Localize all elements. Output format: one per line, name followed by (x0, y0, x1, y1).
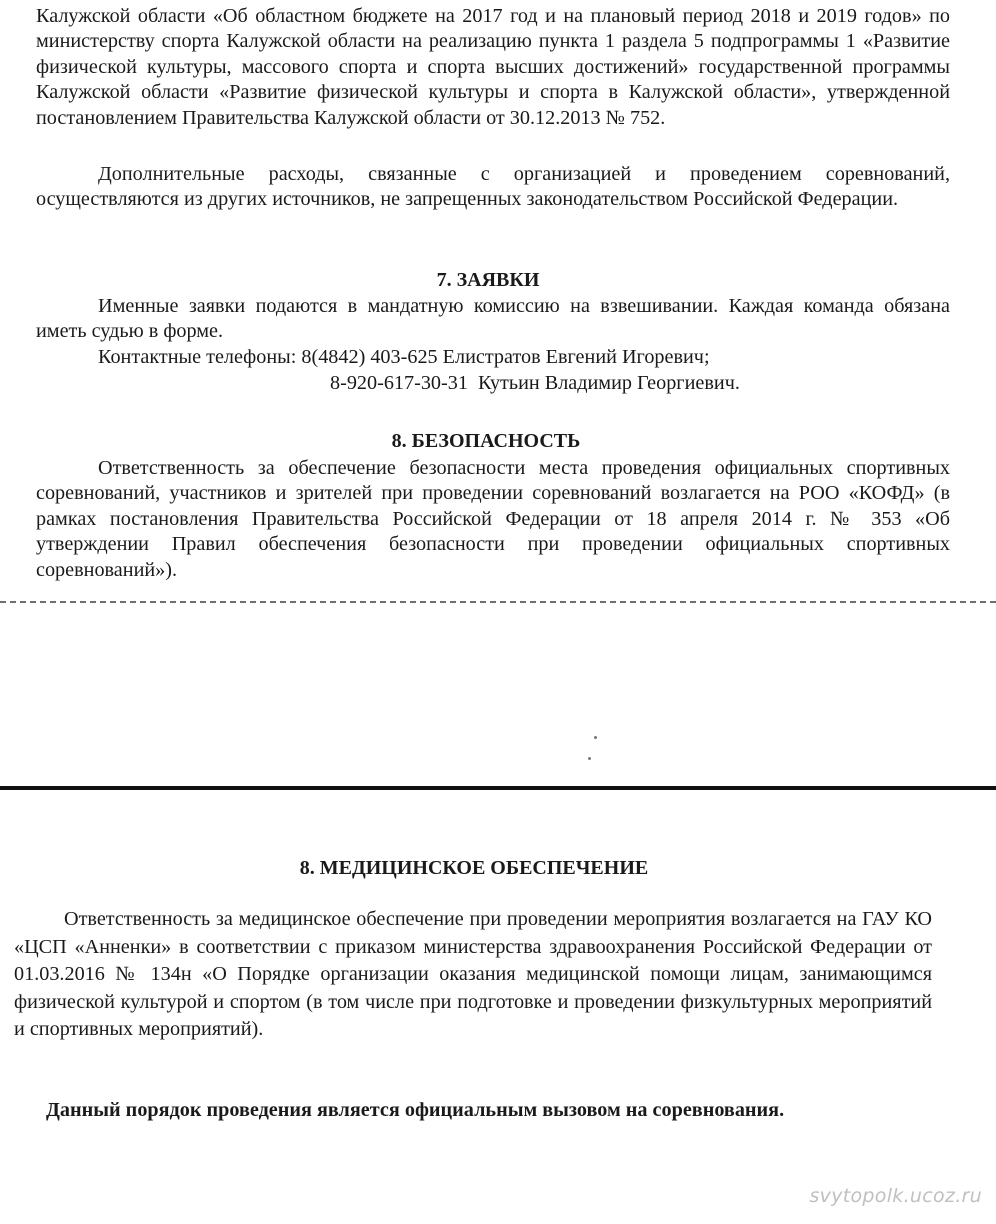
medical-text: Ответственность за медицинское обеспечение при проведении мероприятия возлагается на ГАУ КО «ЦСП «Анненки» в соответствии с приказом министерства здравоохранения Российской Федерации от 01.03.2016 № 134н «О Порядке организации оказания медицинской помощи лицам, занимающимся физической культурой и спортом (в том числе при подготовке и проведении физкультурных мероприятий и спортивных мероприятий). (14, 908, 932, 1041)
page-separator-line (0, 786, 996, 790)
safety-paragraph (36, 456, 950, 583)
section-7-heading: 7. ЗАЯВКИ (436, 269, 540, 291)
page-cut-dashed-divider (0, 601, 996, 603)
applications-paragraph (36, 294, 950, 345)
budget-paragraph (36, 4, 950, 131)
scan-speck (594, 736, 597, 739)
site-watermark: svytopolk.ucoz.ru (809, 1185, 982, 1207)
contact-phones-line-2: 8-920-617-30-31 Кутьин Владимир Георгиевич. (330, 372, 740, 394)
safety-text: Ответственность за обеспечение безопасности места проведения официальных спортивных соревнований, участников и зрителей при проведении соревнований возлагается на РОО «КОФД» (в рамках постановления Правительства Российской Федерации от 18 апреля 2014 г. № 353 «Об утверждении Правил обеспечения безопасности при проведении официальных спортивных соревнований»). (36, 457, 950, 581)
section-8-medical-heading: 8. МЕДИЦИНСКОЕ ОБЕСПЕЧЕНИЕ (299, 857, 649, 879)
section-8-safety-heading: 8. БЕЗОПАСНОСТЬ (391, 430, 581, 452)
scan-speck (588, 757, 591, 760)
medical-paragraph (14, 906, 932, 1044)
closing-statement: Данный порядок проведения является официальным вызовом на соревнования. (46, 1099, 785, 1121)
contact-phones-line-1: Контактные телефоны: 8(4842) 403-625 Елистратов Евгений Игоревич; (98, 346, 710, 368)
budget-paragraph-text: Калужской области «Об областном бюджете на 2017 год и на плановый период 2018 и 2019 годов» по министерству спорта Калужской области на реализацию пункта 1 раздела 5 подпрограммы 1 «Развитие физической культуры, массового спорта и спорта высших достижений» государственной программы Калужской области «Развитие физической культуры и спорта в Калужской области», утвержденной постановлением Правительства Калужской области от 30.12.2013 № 752. (36, 5, 950, 129)
extra-costs-text: Дополнительные расходы, связанные с организацией и проведением соревнований, осуществляются из других источников, не запрещенных законодательством Российской Федерации. (36, 163, 950, 211)
extra-costs-paragraph (36, 162, 950, 213)
applications-text: Именные заявки подаются в мандатную комиссию на взвешивании. Каждая команда обязана иметь судью в форме. (36, 295, 950, 343)
